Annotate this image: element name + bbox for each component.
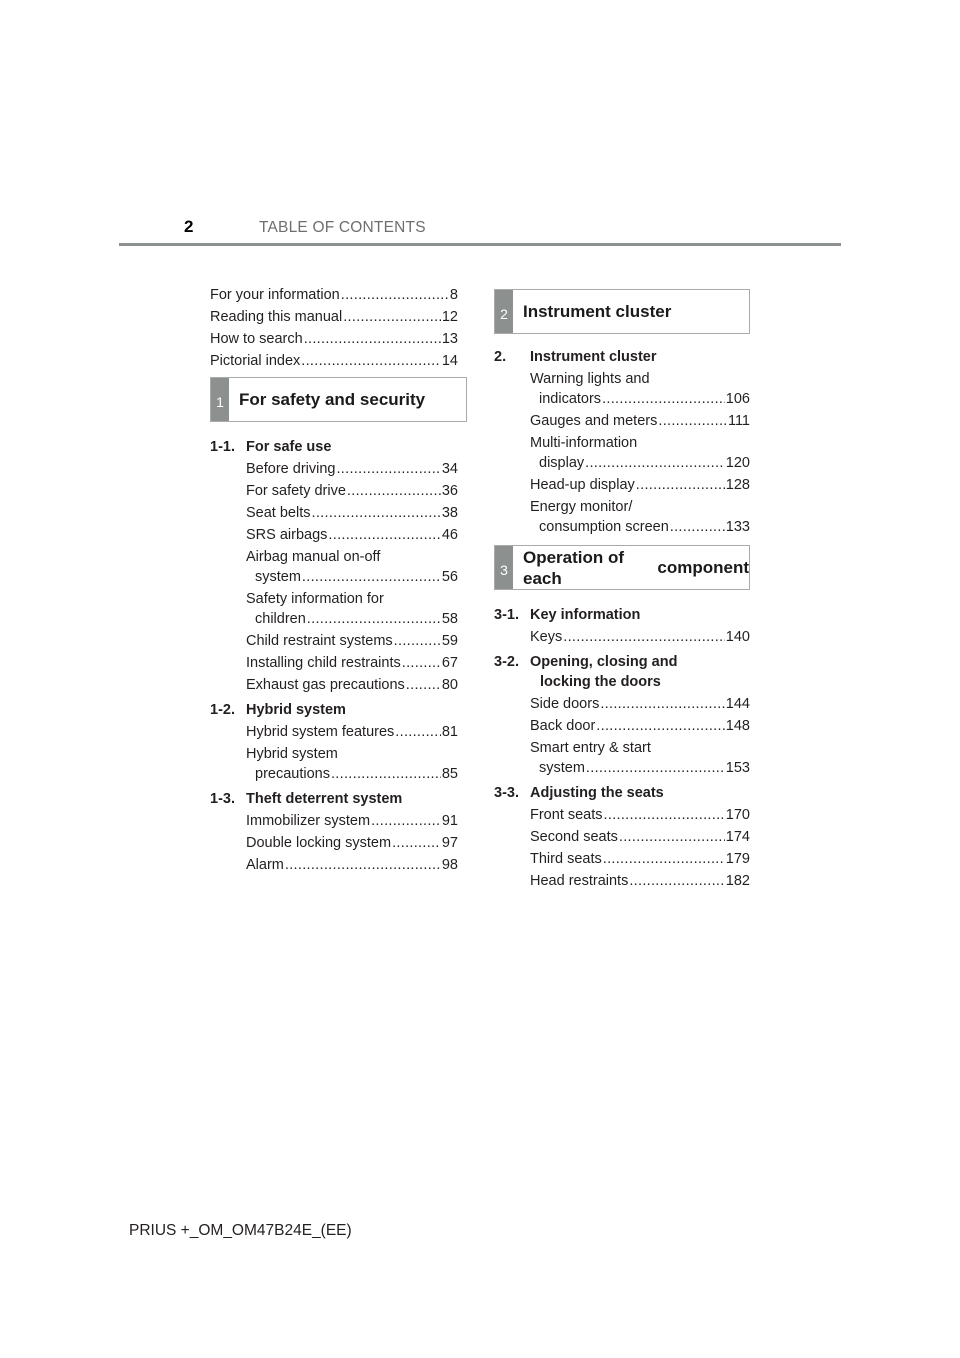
page-ref: 98: [441, 857, 458, 873]
toc-entry[interactable]: Second seats ..... 174: [530, 827, 750, 847]
page-ref: 182: [725, 873, 750, 889]
section-header-3[interactable]: [494, 545, 750, 590]
toc-entry[interactable]: Hybrid system precautions ..... 85: [246, 744, 458, 784]
page-ref: 97: [441, 835, 458, 851]
page-ref: 34: [441, 461, 458, 477]
page-ref: 58: [441, 611, 458, 627]
toc-entry[interactable]: Immobilizer system ..... 91: [246, 811, 458, 831]
chapter-group: [210, 437, 458, 875]
page-ref: 56: [441, 569, 458, 585]
page-ref: 133: [725, 519, 750, 535]
page-ref: 120: [725, 455, 750, 471]
section-title-line: component: [657, 558, 749, 577]
toc-entry-reading-this-manual[interactable]: Reading this manual ..... 12: [210, 307, 458, 327]
page-ref: 148: [725, 718, 750, 734]
chapter-heading[interactable]: 1-1. For safe use: [210, 439, 332, 455]
page-ref: 140: [725, 629, 750, 645]
toc-entry[interactable]: Warning lights and indicators ..... 106: [530, 369, 750, 409]
chapter-heading[interactable]: 3-1. Key information: [494, 607, 641, 623]
page-ref: 67: [441, 655, 458, 671]
page-ref: 81: [441, 724, 458, 740]
page-number: 2: [184, 217, 194, 236]
chapter-group: [494, 347, 750, 537]
toc-entry[interactable]: Head-up display ..... 128: [530, 475, 750, 495]
toc-entry[interactable]: Double locking system ..... 97: [246, 833, 458, 853]
toc-entry[interactable]: For safety drive ..... 36: [246, 481, 458, 501]
header-divider: [119, 243, 841, 246]
chapter-heading[interactable]: 1-3. Theft deterrent system: [210, 791, 403, 807]
page-ref: 8: [449, 287, 458, 303]
page-ref: 59: [441, 633, 458, 649]
page-ref: 144: [725, 696, 750, 712]
toc-entry-for-your-information[interactable]: For your information ..... 8: [210, 285, 458, 305]
page-ref: 13: [441, 331, 458, 347]
toc-entry[interactable]: SRS airbags ..... 46: [246, 525, 458, 545]
chapter-heading[interactable]: 2. Instrument cluster: [494, 349, 657, 365]
toc-entry[interactable]: Keys ..... 140: [530, 627, 750, 647]
section-number-tab: 1: [211, 378, 229, 421]
toc-entry-how-to-search[interactable]: How to search ..... 13: [210, 329, 458, 349]
toc-entry[interactable]: Child restraint systems ..... 59: [246, 631, 458, 651]
page-ref: 14: [441, 353, 458, 369]
toc-entry[interactable]: Smart entry & start system ..... 153: [530, 738, 750, 778]
toc-entry[interactable]: Seat belts ..... 38: [246, 503, 458, 523]
toc-entry[interactable]: Alarm ..... 98: [246, 855, 458, 875]
toc-entry[interactable]: Exhaust gas precautions ..... 80: [246, 675, 458, 695]
section-title: Instrument cluster: [523, 302, 672, 321]
footer-document-code: PRIUS +_OM_OM47B24E_(EE): [129, 1222, 352, 1239]
toc-entry[interactable]: Safety information for children ..... 58: [246, 589, 458, 629]
toc-entry[interactable]: Gauges and meters ..... 111: [530, 411, 750, 431]
toc-left-column: [210, 285, 458, 877]
section-number-tab: 2: [495, 290, 513, 333]
toc-entry[interactable]: Energy monitor/ consumption screen ..... 133: [530, 497, 750, 537]
page-ref: 38: [441, 505, 458, 521]
section-header-1[interactable]: [210, 377, 467, 422]
page-ref: 179: [725, 851, 750, 867]
toc-entry[interactable]: Back door ..... 148: [530, 716, 750, 736]
toc-entry[interactable]: Airbag manual on-off system ..... 56: [246, 547, 458, 587]
chapter-heading[interactable]: 3-2. Opening, closing and locking the doors: [494, 654, 678, 690]
toc-entry[interactable]: Front seats ..... 170: [530, 805, 750, 825]
toc-entry[interactable]: Multi-information display ..... 120: [530, 433, 750, 473]
toc-entry[interactable]: Hybrid system features ..... 81: [246, 722, 458, 742]
page-ref: 80: [441, 677, 458, 693]
page-ref: 170: [725, 807, 750, 823]
page-ref: 85: [441, 766, 458, 782]
page-ref: 46: [441, 527, 458, 543]
toc-right-column: [494, 289, 750, 893]
front-matter-list: [210, 285, 458, 371]
section-number-tab: 3: [495, 546, 513, 589]
chapter-group: [494, 605, 750, 891]
page-ref: 111: [727, 413, 750, 429]
toc-entry[interactable]: Before driving ..... 34: [246, 459, 458, 479]
header-title: TABLE OF CONTENTS: [259, 219, 426, 236]
page-ref: 153: [725, 760, 750, 776]
chapter-heading[interactable]: 3-3. Adjusting the seats: [494, 785, 664, 801]
section-title: For safety and security: [239, 390, 426, 409]
toc-entry-pictorial-index[interactable]: Pictorial index ..... 14: [210, 351, 458, 371]
toc-entry[interactable]: Side doors ..... 144: [530, 694, 750, 714]
toc-entry[interactable]: Third seats ..... 179: [530, 849, 750, 869]
chapter-heading[interactable]: 1-2. Hybrid system: [210, 702, 346, 718]
section-title: [513, 546, 749, 589]
page-ref: 91: [441, 813, 458, 829]
page-ref: 174: [725, 829, 750, 845]
section-title-line: Operation of each: [523, 547, 625, 588]
toc-entry[interactable]: Installing child restraints ..... 67: [246, 653, 458, 673]
page-ref: 12: [441, 309, 458, 325]
page-ref: 106: [725, 391, 750, 407]
page-ref: 36: [441, 483, 458, 499]
section-header-2[interactable]: [494, 289, 750, 334]
page-ref: 128: [725, 477, 750, 493]
toc-entry[interactable]: Head restraints ..... 182: [530, 871, 750, 891]
